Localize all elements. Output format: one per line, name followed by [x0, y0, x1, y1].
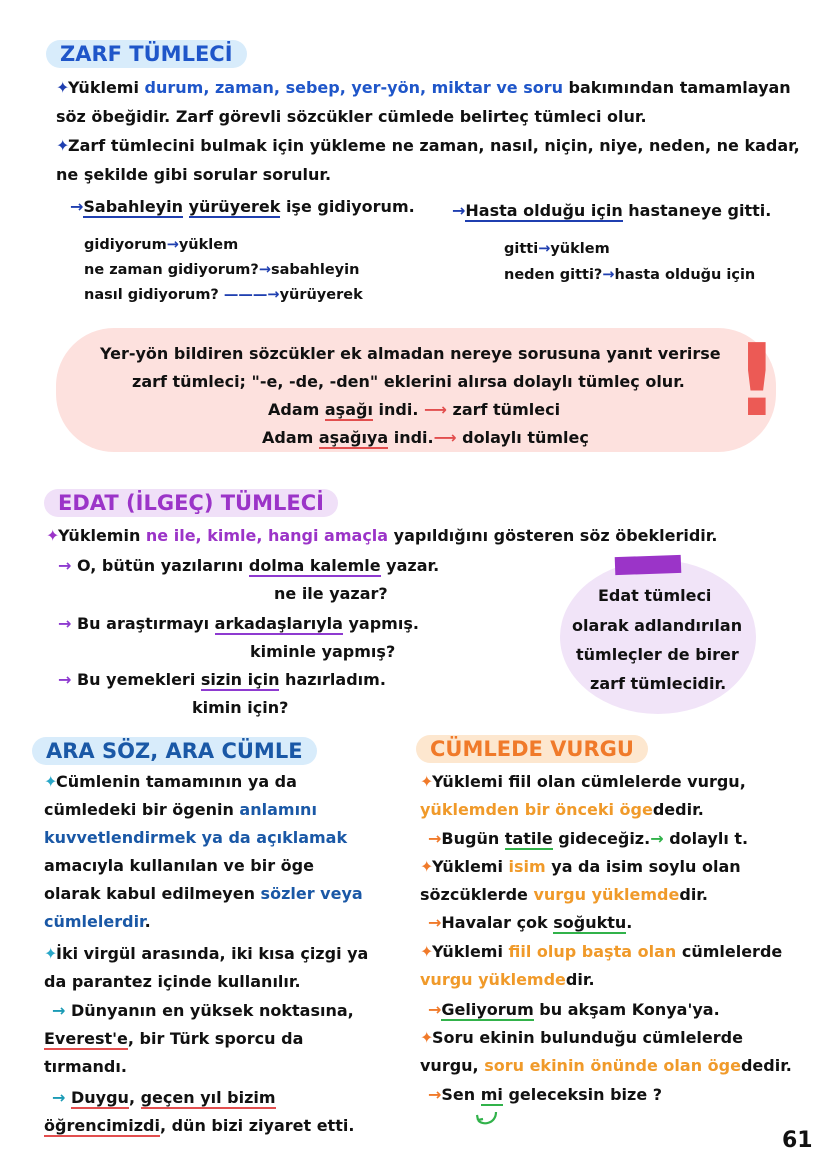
zarf-definition-line1: ✦Yüklemi durum, zaman, sebep, yer-yön, miktar ve soru bakımından tamamlayan	[56, 74, 791, 101]
arrow-icon: →	[52, 1001, 66, 1020]
arrow-icon: →	[58, 556, 72, 575]
vurgu-title: CÜMLEDE VURGU	[430, 737, 634, 761]
note-line1: Yer-yön bildiren sözcükler ek almadan nereye sorusuna yanıt verirse	[100, 344, 721, 363]
ara-title: ARA SÖZ, ARA CÜMLE	[46, 739, 303, 763]
edat-definition: ✦Yüklemin ne ile, kimle, hangi amaçla yapıldığını gösteren söz öbekleridir.	[46, 522, 717, 549]
arrow-icon: →	[258, 262, 271, 278]
arrow-icon: →	[70, 197, 84, 216]
edat-callout-line2: olarak adlandırılan	[572, 616, 743, 635]
edat-callout-tape	[615, 555, 682, 575]
vurgu-example-2: →Havalar çok soğuktu.	[428, 913, 633, 932]
ara-line8: da parantez içinde kullanılır.	[44, 972, 301, 991]
ara-example-2-line2: öğrencimizdi, dün bizi ziyaret etti.	[44, 1116, 355, 1135]
page-number: 61	[782, 1128, 813, 1153]
arrow-icon: →	[428, 913, 442, 932]
zarf-heading	[46, 40, 247, 68]
zarf-example-2: →Hasta olduğu için hastaneye gitti.	[452, 201, 772, 220]
edat-question-2: kiminle yapmış?	[250, 642, 396, 661]
zarf-question-line2: ne şekilde gibi sorular sorulur.	[56, 165, 332, 184]
arrow-icon: →	[166, 237, 179, 253]
zarf-analysis-2: ne zaman gidiyorum?→sabahleyin	[84, 262, 360, 278]
arrow-icon: →	[602, 267, 615, 283]
bullet-icon: ✦	[44, 944, 58, 963]
ara-example-1-line3: tırmandı.	[44, 1057, 127, 1076]
arrow-icon: →	[52, 1088, 66, 1107]
bullet-icon: ✦	[420, 942, 434, 961]
vurgu-line6: vurgu yüklemdedir.	[420, 970, 595, 989]
edat-callout-line3: tümleçler de birer	[576, 645, 739, 664]
zarf-highlight: durum, zaman, sebep, yer-yön, miktar ve soru	[144, 78, 563, 97]
edat-example-3: → Bu yemekleri sizin için hazırladım.	[58, 670, 386, 689]
vurgu-line2: yüklemden bir önceki ögededir.	[420, 800, 704, 819]
vurgu-line7: ✦Soru ekinin bulunduğu cümlelerde	[420, 1024, 743, 1051]
arrow-icon: →	[650, 829, 664, 848]
ara-line4: amacıyla kullanılan ve bir öge	[44, 856, 314, 875]
vurgu-example-1: →Bugün tatile gideceğiz.→ dolaylı t.	[428, 829, 749, 848]
ara-example-1-line2: Everest'e, bir Türk sporcu da	[44, 1029, 304, 1048]
curved-arrow-icon	[474, 1110, 500, 1134]
vurgu-line4: sözcüklerde vurgu yüklemdedir.	[420, 885, 708, 904]
edat-callout-line4: zarf tümlecidir.	[590, 674, 727, 693]
ara-line1: ✦Cümlenin tamamının ya da	[44, 768, 297, 795]
bullet-icon: ✦	[420, 857, 434, 876]
arrow-icon: →	[428, 1000, 442, 1019]
ara-example-2-line1: → Duygu, geçen yıl bizim	[52, 1088, 276, 1107]
ara-line7: ✦İki virgül arasında, iki kısa çizgi ya	[44, 940, 368, 967]
ara-line2: cümledeki bir ögenin anlamını	[44, 800, 317, 819]
vurgu-line8: vurgu, soru ekinin önünde olan ögededir.	[420, 1056, 792, 1075]
bullet-icon: ✦	[420, 772, 434, 791]
vurgu-example-3: →Geliyorum bu akşam Konya'ya.	[428, 1000, 720, 1019]
arrow-icon: →	[452, 201, 466, 220]
arrow-icon: ———→	[223, 287, 280, 303]
note-line2: zarf tümleci; "-e, -de, -den" eklerini alırsa dolaylı tümleç olur.	[132, 372, 685, 391]
vurgu-heading	[416, 735, 648, 763]
vurgu-line1: ✦Yüklemi fiil olan cümlelerde vurgu,	[420, 768, 746, 795]
zarf-analysis-5: neden gitti?→hasta olduğu için	[504, 267, 756, 283]
vurgu-example-4: →Sen mi geleceksin bize ?	[428, 1085, 663, 1104]
bullet-icon: ✦	[44, 772, 58, 791]
vurgu-line3: ✦Yüklemi isim ya da isim soylu olan	[420, 853, 741, 880]
arrow-icon: ⟶	[423, 400, 447, 419]
zarf-definition-line2: söz öbeğidir. Zarf görevli sözcükler cümlede belirteç tümleci olur.	[56, 107, 647, 126]
edat-heading	[44, 489, 338, 517]
edat-callout-line1: Edat tümleci	[598, 586, 712, 605]
bullet-icon: ✦	[56, 136, 70, 155]
ara-line6: cümlelerdir.	[44, 912, 151, 931]
bullet-icon: ✦	[56, 78, 70, 97]
zarf-title: ZARF TÜMLECİ	[60, 42, 233, 66]
zarf-question-line1: ✦Zarf tümlecini bulmak için yükleme ne zaman, nasıl, niçin, niye, neden, ne kadar,	[56, 132, 800, 159]
arrow-icon: →	[428, 1085, 442, 1104]
edat-question-3: kimin için?	[192, 698, 289, 717]
zarf-example-1: →Sabahleyin yürüyerek işe gidiyorum.	[70, 197, 415, 216]
edat-question-1: ne ile yazar?	[274, 584, 388, 603]
vurgu-line5: ✦Yüklemi fiil olup başta olan cümlelerde	[420, 938, 782, 965]
arrow-icon: →	[538, 241, 551, 257]
edat-example-1: → O, bütün yazılarını dolma kalemle yazar.	[58, 556, 440, 575]
zarf-analysis-4: gitti→yüklem	[504, 241, 610, 257]
arrow-icon: →	[58, 614, 72, 633]
arrow-icon: →	[428, 829, 442, 848]
arrow-icon: →	[58, 670, 72, 689]
note-example-1: Adam aşağı indi. ⟶ zarf tümleci	[268, 400, 561, 419]
ara-line5: olarak kabul edilmeyen sözler veya	[44, 884, 363, 903]
arrow-icon: ⟶	[433, 428, 457, 447]
zarf-analysis-3: nasıl gidiyorum? ———→yürüyerek	[84, 287, 363, 303]
bullet-icon: ✦	[420, 1028, 434, 1047]
ara-example-1-line1: → Dünyanın en yüksek noktasına,	[52, 1001, 354, 1020]
ara-line3: kuvvetlendirmek ya da açıklamak	[44, 828, 348, 847]
exclamation-icon: !	[734, 322, 780, 439]
edat-title: EDAT (İLGEÇ) TÜMLECİ	[58, 491, 324, 515]
edat-example-2: → Bu araştırmayı arkadaşlarıyla yapmış.	[58, 614, 419, 633]
bullet-icon: ✦	[46, 526, 60, 545]
zarf-analysis-1: gidiyorum→yüklem	[84, 237, 239, 253]
ara-heading	[32, 737, 317, 765]
note-example-2: Adam aşağıya indi.⟶ dolaylı tümleç	[262, 428, 589, 447]
